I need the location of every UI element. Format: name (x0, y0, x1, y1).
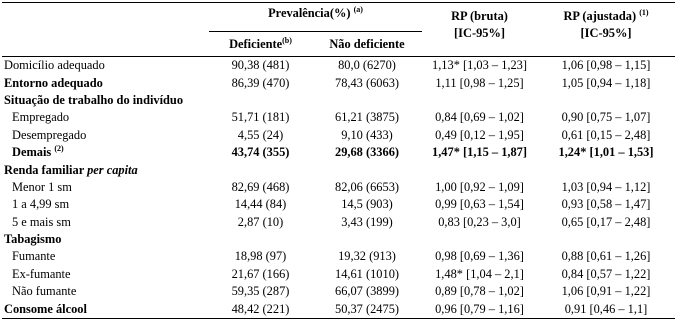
table-row-section (2, 161, 675, 178)
cell-deficient: 59,35 (287) (231, 284, 290, 299)
header-prevalence-note: (a) (353, 5, 363, 14)
header-deficient: Deficiente$^{(b)}$ (209, 32, 312, 57)
cell-rp-adjusted: 1,06 [0,98 – 1,15] (561, 58, 651, 73)
cell-rp-crude: 1,47* [1,15 – 1,87] (432, 145, 528, 160)
cell-deficient: 82,69 (468) (231, 179, 290, 194)
row-label: Fumante (12, 249, 56, 264)
section-label: Tabagismo (4, 232, 62, 247)
table-row (2, 266, 675, 283)
table-row (2, 283, 675, 300)
cell-rp-crude: 0,49 [0,12 – 1,95] (435, 127, 524, 142)
header-rp-crude-line1: RP (bruta) (451, 9, 508, 23)
cell-rp-adjusted: 0,93 [0,58 – 1,47] (561, 197, 651, 212)
section-label: Renda familiar per capita (4, 162, 138, 177)
cell-rp-adjusted: 0,65 [0,17 – 2,48] (561, 214, 651, 229)
cell-not-deficient: 82,06 (6653) (335, 179, 400, 194)
row-label: Entorno adequado (4, 75, 103, 90)
row-label: 5 e mais sm (12, 214, 71, 229)
row-label: Desempregado (12, 127, 87, 142)
table-row (2, 144, 675, 161)
cell-not-deficient: 66,07 (3899) (335, 284, 400, 299)
cell-rp-adjusted: 1,03 [0,94 – 1,12] (561, 179, 651, 194)
cell-rp-crude: 0,96 [0,79 – 1,16] (422, 300, 537, 318)
cell-rp-crude: 1,11 [0,98 – 1,25] (435, 75, 524, 90)
table-row (2, 196, 675, 213)
header-prevalence-label: Prevalência(%) (268, 6, 351, 20)
cell-not-deficient: 19,32 (913) (338, 249, 396, 264)
cell-rp-crude: 1,13* [1,03 – 1,23] (432, 58, 528, 73)
cell-not-deficient: 78,43 (6063) (335, 75, 400, 90)
cell-deficient: 48,42 (221) (209, 300, 312, 318)
row-label: Demais $^{(2)}$ (12, 144, 64, 160)
row-label: Menor 1 sm (12, 179, 72, 194)
cell-not-deficient: 50,37 (2475) (312, 300, 422, 318)
data-table (2, 2, 675, 319)
cell-deficient: 90,38 (481) (231, 58, 290, 73)
header-rp-crude-line2: [IC-95%] (454, 26, 505, 40)
row-label: Empregado (12, 110, 70, 125)
cell-deficient: 4,55 (24) (237, 127, 284, 142)
cell-rp-adjusted: 1,24* [1,01 – 1,53] (558, 145, 654, 160)
header-rp-adjusted-line2: [IC-95%] (580, 26, 632, 40)
cell-rp-adjusted: 0,88 [0,61 – 1,26] (561, 249, 651, 264)
table-row-section (2, 92, 675, 109)
table-row-section (2, 231, 675, 248)
cell-rp-adjusted: 0,84 [0,57 – 1,22] (561, 266, 651, 281)
cell-rp-crude: 1,48* [1,04 – 2,1] (435, 266, 524, 281)
cell-deficient: 2,87 (10) (237, 214, 284, 229)
table-row (2, 127, 675, 144)
cell-rp-crude: 0,83 [0,23 – 3,0] (438, 214, 521, 229)
cell-not-deficient: 14,5 (903) (341, 197, 393, 212)
row-label: 1 a 4,99 sm (12, 197, 70, 212)
cell-rp-adjusted: 0,61 [0,15 – 2,48] (561, 127, 651, 142)
header-empty-cell-2 (2, 32, 209, 57)
table-row (2, 179, 675, 196)
cell-deficient: 21,67 (166) (231, 266, 290, 281)
table-row (2, 109, 675, 126)
header-rp-adjusted-line1: RP (ajustada) $^{(1)}$ (563, 8, 649, 23)
cell-not-deficient: 9,10 (433) (341, 127, 393, 142)
cell-rp-crude: 0,84 [0,69 – 1,02] (435, 110, 524, 125)
cell-not-deficient: 61,21 (3875) (335, 110, 400, 125)
table-row (2, 74, 675, 91)
cell-rp-crude: 1,00 [0,92 – 1,09] (435, 179, 524, 194)
cell-deficient: 14,44 (84) (234, 197, 287, 212)
cell-rp-adjusted: 0,90 [0,75 – 1,07] (561, 110, 651, 125)
header-rp-adjusted (537, 3, 675, 57)
header-not-deficient: Não deficiente (312, 32, 422, 57)
table-row (2, 248, 675, 265)
header-empty-cell (2, 3, 209, 32)
table-row (2, 214, 675, 231)
header-prevalence (209, 3, 422, 32)
header-rp-crude (422, 3, 537, 57)
cell-rp-crude: 0,89 [0,78 – 1,02] (435, 284, 524, 299)
cell-not-deficient: 29,68 (3366) (335, 145, 400, 160)
cell-rp-adjusted: 1,06 [0,91 – 1,22] (561, 284, 651, 299)
cell-deficient: 43,74 (355) (231, 145, 290, 160)
table-row (2, 57, 675, 75)
cell-not-deficient: 14,61 (1010) (335, 266, 400, 281)
cell-rp-crude: 0,98 [0,69 – 1,36] (435, 249, 524, 264)
cell-rp-adjusted: 1,05 [0,94 – 1,18] (561, 75, 651, 90)
cell-deficient: 51,71 (181) (231, 110, 290, 125)
cell-deficient: 86,39 (470) (231, 75, 290, 90)
cell-not-deficient: 3,43 (199) (341, 214, 393, 229)
row-label: Ex-fumante (12, 266, 71, 281)
row-label: Não fumante (12, 284, 77, 299)
row-label: Consome álcool (2, 300, 209, 318)
section-label: Situação de trabalho do indivíduo (4, 92, 184, 107)
cell-deficient: 18,98 (97) (234, 249, 287, 264)
cell-rp-crude: 0,99 [0,63 – 1,54] (435, 197, 524, 212)
cell-not-deficient: 80,0 (6270) (338, 58, 396, 73)
row-label: Domicílio adequado (4, 58, 105, 73)
cell-rp-adjusted: 0,91 [0,46 – 1,1] (537, 300, 675, 318)
